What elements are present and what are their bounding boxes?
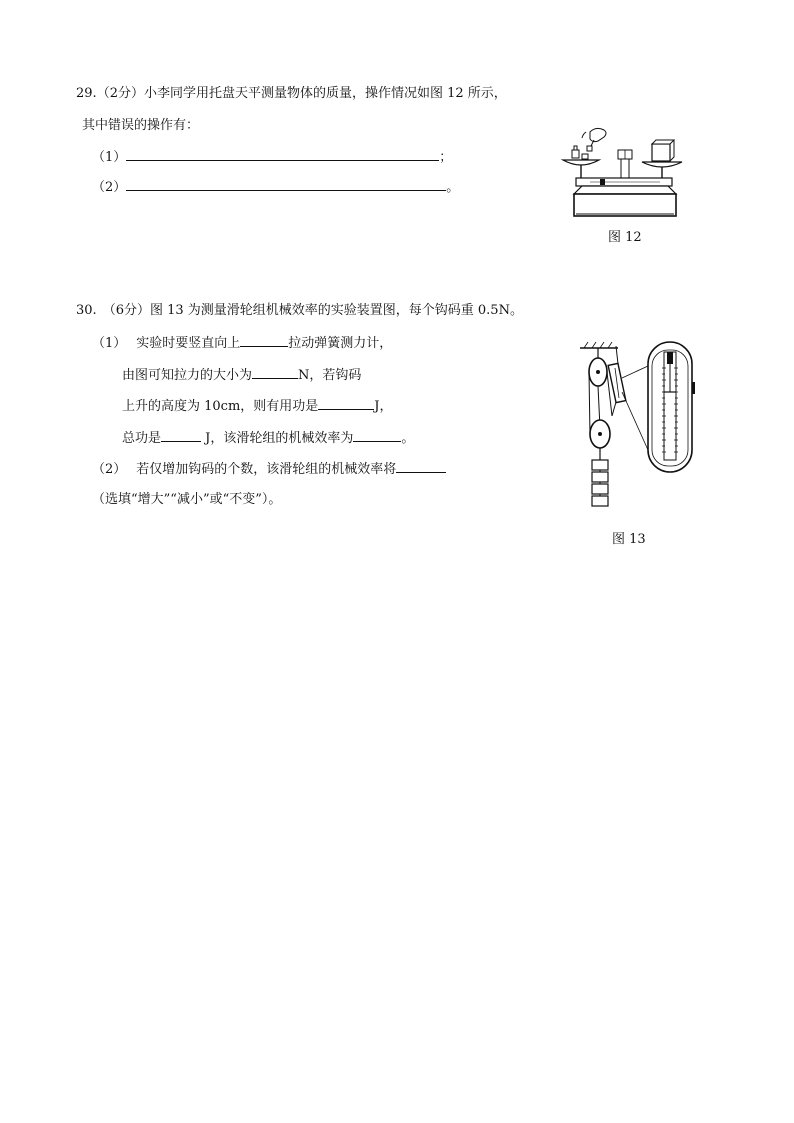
q29-score: （2分） (96, 86, 144, 101)
magnified-scale (648, 342, 695, 472)
q30-change-blank[interactable] (396, 460, 446, 473)
q30-part1-line4 (122, 429, 414, 447)
q30-stem: 图 13 为测量滑轮组机械效率的实验装置图，每个钩码重 0.5N。 (149, 303, 523, 318)
q30-p1-h: J，该滑轮组的机械效率为 (201, 431, 354, 446)
q30-force-blank[interactable] (252, 366, 298, 379)
q29-item2-answer-blank[interactable] (126, 178, 446, 191)
q30-number: 30. (76, 303, 97, 318)
q30-p1-label: （1） (92, 336, 127, 351)
zoom-connector-bottom (622, 392, 648, 450)
q30-score: （6分） (102, 303, 150, 318)
q30-part1-line2 (122, 366, 361, 384)
movable-pulley (590, 420, 610, 460)
q30-part1-line3 (122, 397, 393, 415)
beam (576, 178, 672, 186)
q30-p1-e: 上升的高度为 10cm，则有用功是 (122, 399, 319, 414)
figure-13-caption: 图 13 (612, 532, 646, 547)
q30-direction-blank[interactable] (240, 334, 288, 347)
q30-p1-c: 由图可知拉力的大小为 (122, 368, 253, 383)
fixed-pulley (589, 348, 607, 386)
q30-p2-a: 若仅增加钩码的个数，该滑轮组的机械效率将 (136, 462, 397, 477)
q30-p1-d: N，若钩码 (298, 368, 362, 383)
q30-stem-line (76, 303, 523, 319)
q30-p1-a: 实验时要竖直向上 (136, 336, 241, 351)
q29-stem-line2: 其中错误的操作有： (82, 118, 200, 133)
q30-p1-g: 总功是 (122, 431, 162, 446)
q29-item2-end: 。 (446, 180, 460, 195)
q29-number: 29. (76, 86, 97, 101)
right-pan (642, 140, 682, 178)
balance-figure (560, 124, 694, 220)
q29-item2 (92, 178, 459, 196)
pulley-figure (576, 338, 700, 514)
q30-p1-i: 。 (401, 431, 415, 446)
q29-item1-label: （1） (92, 150, 127, 165)
q29-item1 (92, 148, 452, 166)
pointer-scale (618, 150, 632, 181)
q29-stem-line (76, 86, 507, 102)
q29-item2-label: （2） (92, 180, 127, 195)
q30-useful-work-blank[interactable] (318, 397, 374, 410)
q30-p1-f: J， (374, 399, 393, 414)
q30-part1-line1 (92, 334, 392, 352)
q30-total-work-blank[interactable] (161, 429, 201, 442)
q30-efficiency-blank[interactable] (353, 429, 401, 442)
q30-p2-label: （2） (92, 462, 127, 477)
q30-part2-line1 (92, 460, 446, 478)
q29-stem: 小李同学用托盘天平测量物体的质量，操作情况如图 12 所示， (143, 86, 507, 101)
base (574, 186, 676, 216)
hand-icon (582, 128, 606, 151)
q29-item1-end: ； (439, 150, 453, 165)
hook-weights (592, 460, 608, 506)
left-pan (563, 146, 599, 178)
q30-p1-b: 拉动弹簧测力计， (288, 336, 393, 351)
zoom-connector-top (622, 366, 648, 378)
ceiling (580, 342, 618, 348)
figure-12-caption: 图 12 (608, 230, 642, 245)
q29-item1-answer-blank[interactable] (126, 148, 439, 161)
q30-part2-line2: （选填“增大”“减小”或“不变”）。 (92, 492, 282, 507)
